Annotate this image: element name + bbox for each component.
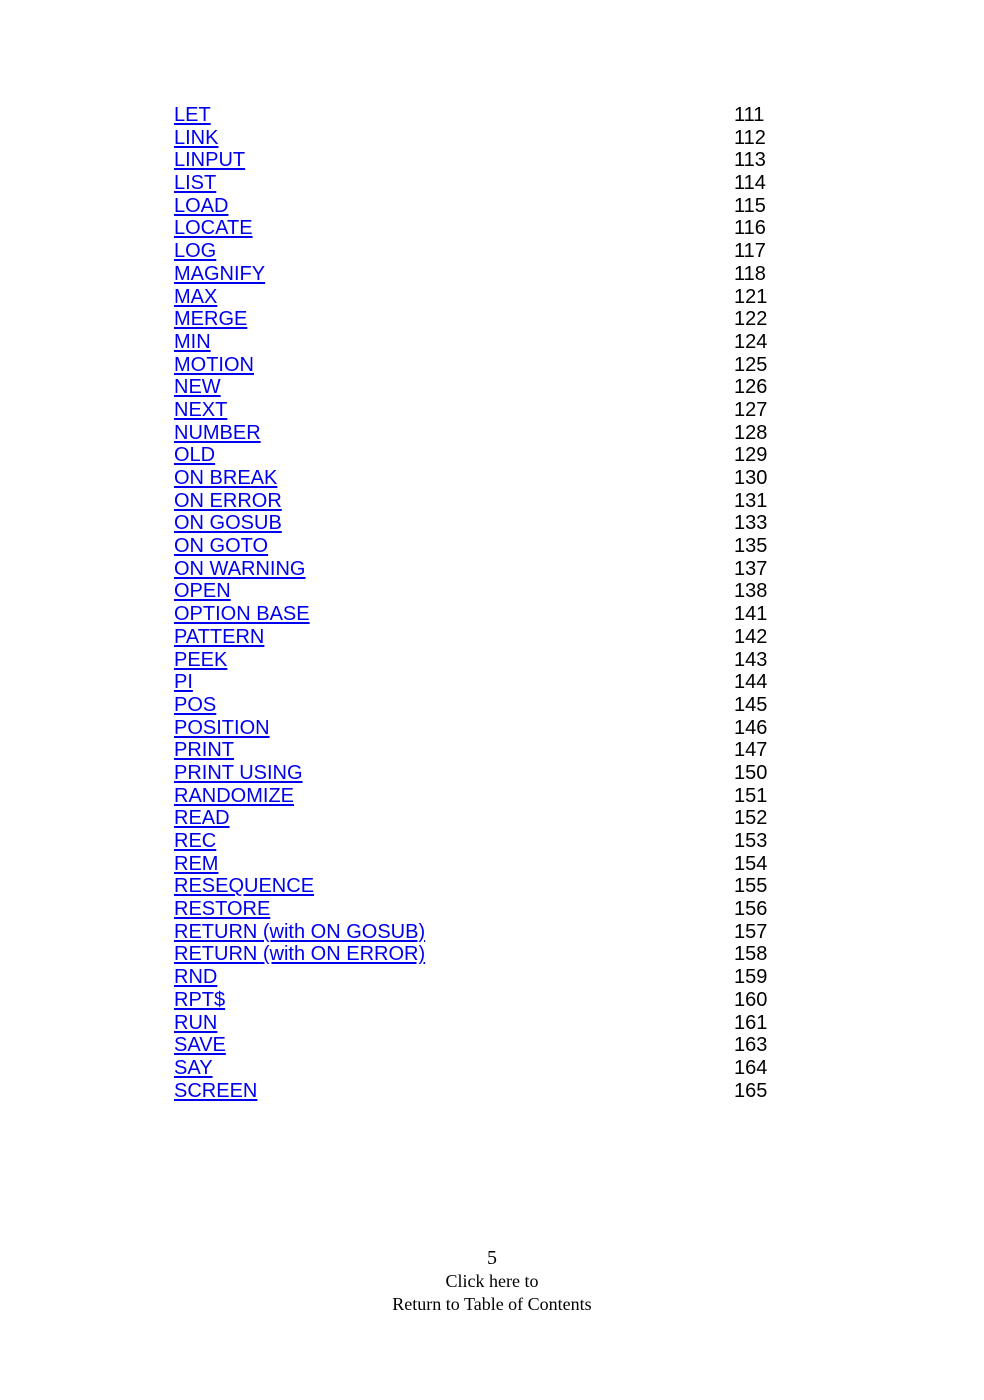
toc-entry-page-number: 125 (734, 353, 768, 376)
toc-entry-link[interactable]: LINK (174, 126, 219, 149)
toc-entry-link[interactable]: NEW (174, 376, 221, 399)
toc-entry-link[interactable]: SAVE (174, 1034, 226, 1057)
toc-entry (174, 603, 774, 626)
toc-entry-link[interactable]: ON GOTO (174, 535, 269, 558)
toc-entry (174, 694, 774, 717)
toc-entry-link[interactable]: SCREEN (174, 1079, 258, 1102)
toc-entry (174, 1057, 774, 1080)
toc-entry-page-number: 155 (734, 875, 768, 898)
toc-entry-link[interactable]: POS (174, 693, 217, 716)
toc-entry-link[interactable]: REM (174, 852, 219, 875)
toc-entry-link[interactable]: RPT$ (174, 988, 226, 1011)
toc-entry-link[interactable]: PATTERN (174, 625, 265, 648)
toc-entry (174, 580, 774, 603)
toc-entry (174, 785, 774, 808)
toc-entry-page-number: 141 (734, 603, 768, 626)
toc-entry (174, 717, 774, 740)
toc-entry-page-number: 150 (734, 761, 768, 784)
toc-entry-page-number: 146 (734, 716, 768, 739)
toc-entry (174, 354, 774, 377)
toc-entry-page-number: 127 (734, 398, 768, 421)
toc-entry-link[interactable]: MIN (174, 330, 211, 353)
toc-entry-link[interactable]: LOAD (174, 194, 229, 217)
toc-entry-link[interactable]: PRINT (174, 739, 234, 762)
toc-entry (174, 217, 774, 240)
toc-entry-page-number: 124 (734, 330, 768, 353)
toc-entry (174, 830, 774, 853)
toc-entry-link[interactable]: RESTORE (174, 898, 271, 921)
toc-entry-link[interactable]: RND (174, 966, 218, 989)
toc-entry-page-number: 133 (734, 512, 768, 535)
toc-entry-page-number: 113 (734, 149, 766, 172)
toc-entry-page-number: 161 (734, 1011, 768, 1034)
toc-entry-link[interactable]: ON ERROR (174, 489, 282, 512)
toc-entry (174, 172, 774, 195)
toc-entry-link[interactable]: LIST (174, 172, 217, 195)
toc-entry (174, 921, 774, 944)
toc-entry (174, 104, 774, 127)
toc-entry (174, 240, 774, 263)
toc-entry-page-number: 156 (734, 898, 768, 921)
toc-entry-link[interactable]: POSITION (174, 716, 270, 739)
toc-entry-page-number: 128 (734, 421, 768, 444)
toc-entry (174, 149, 774, 172)
return-link-line-1: Click here to (445, 1271, 539, 1291)
toc-entry-link[interactable]: MAX (174, 285, 218, 308)
toc-entry-page-number: 153 (734, 830, 768, 852)
toc-entry-link[interactable]: RETURN (with ON ERROR) (174, 943, 426, 966)
toc-entry-link[interactable]: PI (174, 671, 193, 694)
toc-entry (174, 331, 774, 354)
toc-entry (174, 1080, 774, 1103)
toc-entry-link[interactable]: ON GOSUB (174, 512, 282, 535)
toc-entry-page-number: 164 (734, 1056, 768, 1079)
toc-entry-page-number: 144 (734, 671, 768, 694)
return-link-line-2: Return to Table of Contents (392, 1294, 592, 1314)
toc-entry (174, 444, 774, 467)
toc-entry-link[interactable]: RETURN (with ON GOSUB) (174, 920, 426, 943)
toc-entry-page-number: 114 (734, 172, 766, 195)
toc-entry (174, 512, 774, 535)
toc-entry-page-number: 157 (734, 920, 768, 943)
toc-entry (174, 467, 774, 490)
toc-entry (174, 671, 774, 694)
toc-entry-page-number: 122 (734, 308, 768, 331)
toc-entry-link[interactable]: LET (174, 104, 211, 126)
toc-entry-page-number: 147 (734, 739, 768, 762)
toc-entry-page-number: 152 (734, 807, 768, 830)
toc-entry (174, 399, 774, 422)
toc-entry-page-number: 145 (734, 693, 768, 716)
toc-entry-page-number: 129 (734, 444, 768, 467)
toc-entry-page-number: 137 (734, 557, 768, 580)
toc-entry (174, 807, 774, 830)
toc-entry (174, 762, 774, 785)
toc-entry-page-number: 165 (734, 1079, 768, 1102)
toc-entry (174, 649, 774, 672)
toc-entry-page-number: 117 (734, 240, 766, 263)
toc-entry-page-number: 151 (734, 784, 768, 807)
toc-entry-link[interactable]: RANDOMIZE (174, 784, 294, 807)
toc-entry-link[interactable]: RUN (174, 1011, 218, 1034)
toc-entry (174, 286, 774, 309)
toc-entry-page-number: 159 (734, 966, 768, 989)
toc-entry (174, 376, 774, 399)
toc-entry-page-number: 121 (734, 285, 768, 308)
toc-entry-link[interactable]: NEXT (174, 398, 228, 421)
toc-entry-link[interactable]: LOG (174, 240, 217, 263)
toc-entry-page-number: 126 (734, 376, 768, 399)
toc-entry-page-number: 112 (734, 126, 766, 149)
toc-entry-page-number: 131 (734, 489, 768, 512)
toc-entry-link[interactable]: LINPUT (174, 149, 246, 172)
toc-entry (174, 966, 774, 989)
toc-entry (174, 626, 774, 649)
toc-entry-link[interactable]: RESEQUENCE (174, 875, 315, 898)
toc-entry-link[interactable]: MAGNIFY (174, 262, 266, 285)
toc-entry-link[interactable]: REC (174, 830, 217, 852)
toc-entry-page-number: 116 (734, 217, 766, 240)
toc-entry-link[interactable]: NUMBER (174, 421, 261, 444)
toc-entry-page-number: 143 (734, 648, 768, 671)
toc-entry-page-number: 160 (734, 988, 768, 1011)
toc-entry-page-number: 154 (734, 852, 768, 875)
page-number: 5 (487, 1247, 497, 1269)
return-to-toc-link[interactable] (0, 1270, 984, 1316)
toc-entry (174, 127, 774, 150)
toc-entry (174, 308, 774, 331)
toc-entry-link[interactable]: ON WARNING (174, 557, 306, 580)
toc-entry-page-number: 158 (734, 943, 768, 966)
toc-entry-page-number: 142 (734, 625, 768, 648)
toc-entry-link[interactable]: LOCATE (174, 217, 253, 240)
toc-entry-page-number: 135 (734, 535, 768, 558)
toc-entry-page-number: 111 (734, 104, 765, 126)
toc-entry (174, 490, 774, 513)
toc-entry-link[interactable]: OPEN (174, 580, 231, 603)
toc-entry-link[interactable]: READ (174, 807, 230, 830)
page-footer (0, 1246, 984, 1316)
toc-entry-link[interactable]: OLD (174, 444, 216, 467)
toc-entry (174, 853, 774, 876)
toc-entry-link[interactable]: ON BREAK (174, 467, 278, 489)
toc-entry (174, 898, 774, 921)
toc-entry-link[interactable]: OPTION BASE (174, 603, 310, 626)
toc-entry (174, 1012, 774, 1035)
toc-entry-page-number: 163 (734, 1034, 768, 1057)
toc-entry (174, 989, 774, 1012)
toc-list (174, 104, 774, 1102)
toc-entry (174, 422, 774, 445)
toc-entry-link[interactable]: SAY (174, 1056, 213, 1079)
toc-entry (174, 558, 774, 581)
toc-entry (174, 943, 774, 966)
toc-entry-page-number: 118 (734, 262, 766, 285)
toc-entry-link[interactable]: MERGE (174, 308, 248, 331)
toc-entry-page-number: 115 (734, 194, 766, 217)
toc-entry-link[interactable]: PEEK (174, 648, 228, 671)
toc-entry-page-number: 138 (734, 580, 768, 603)
toc-entry-page-number: 130 (734, 467, 768, 489)
toc-entry (174, 875, 774, 898)
toc-entry (174, 535, 774, 558)
toc-entry (174, 195, 774, 218)
toc-entry (174, 263, 774, 286)
toc-entry-link[interactable]: MOTION (174, 353, 254, 376)
toc-entry (174, 739, 774, 762)
toc-entry-link[interactable]: PRINT USING (174, 761, 303, 784)
toc-entry (174, 1034, 774, 1057)
